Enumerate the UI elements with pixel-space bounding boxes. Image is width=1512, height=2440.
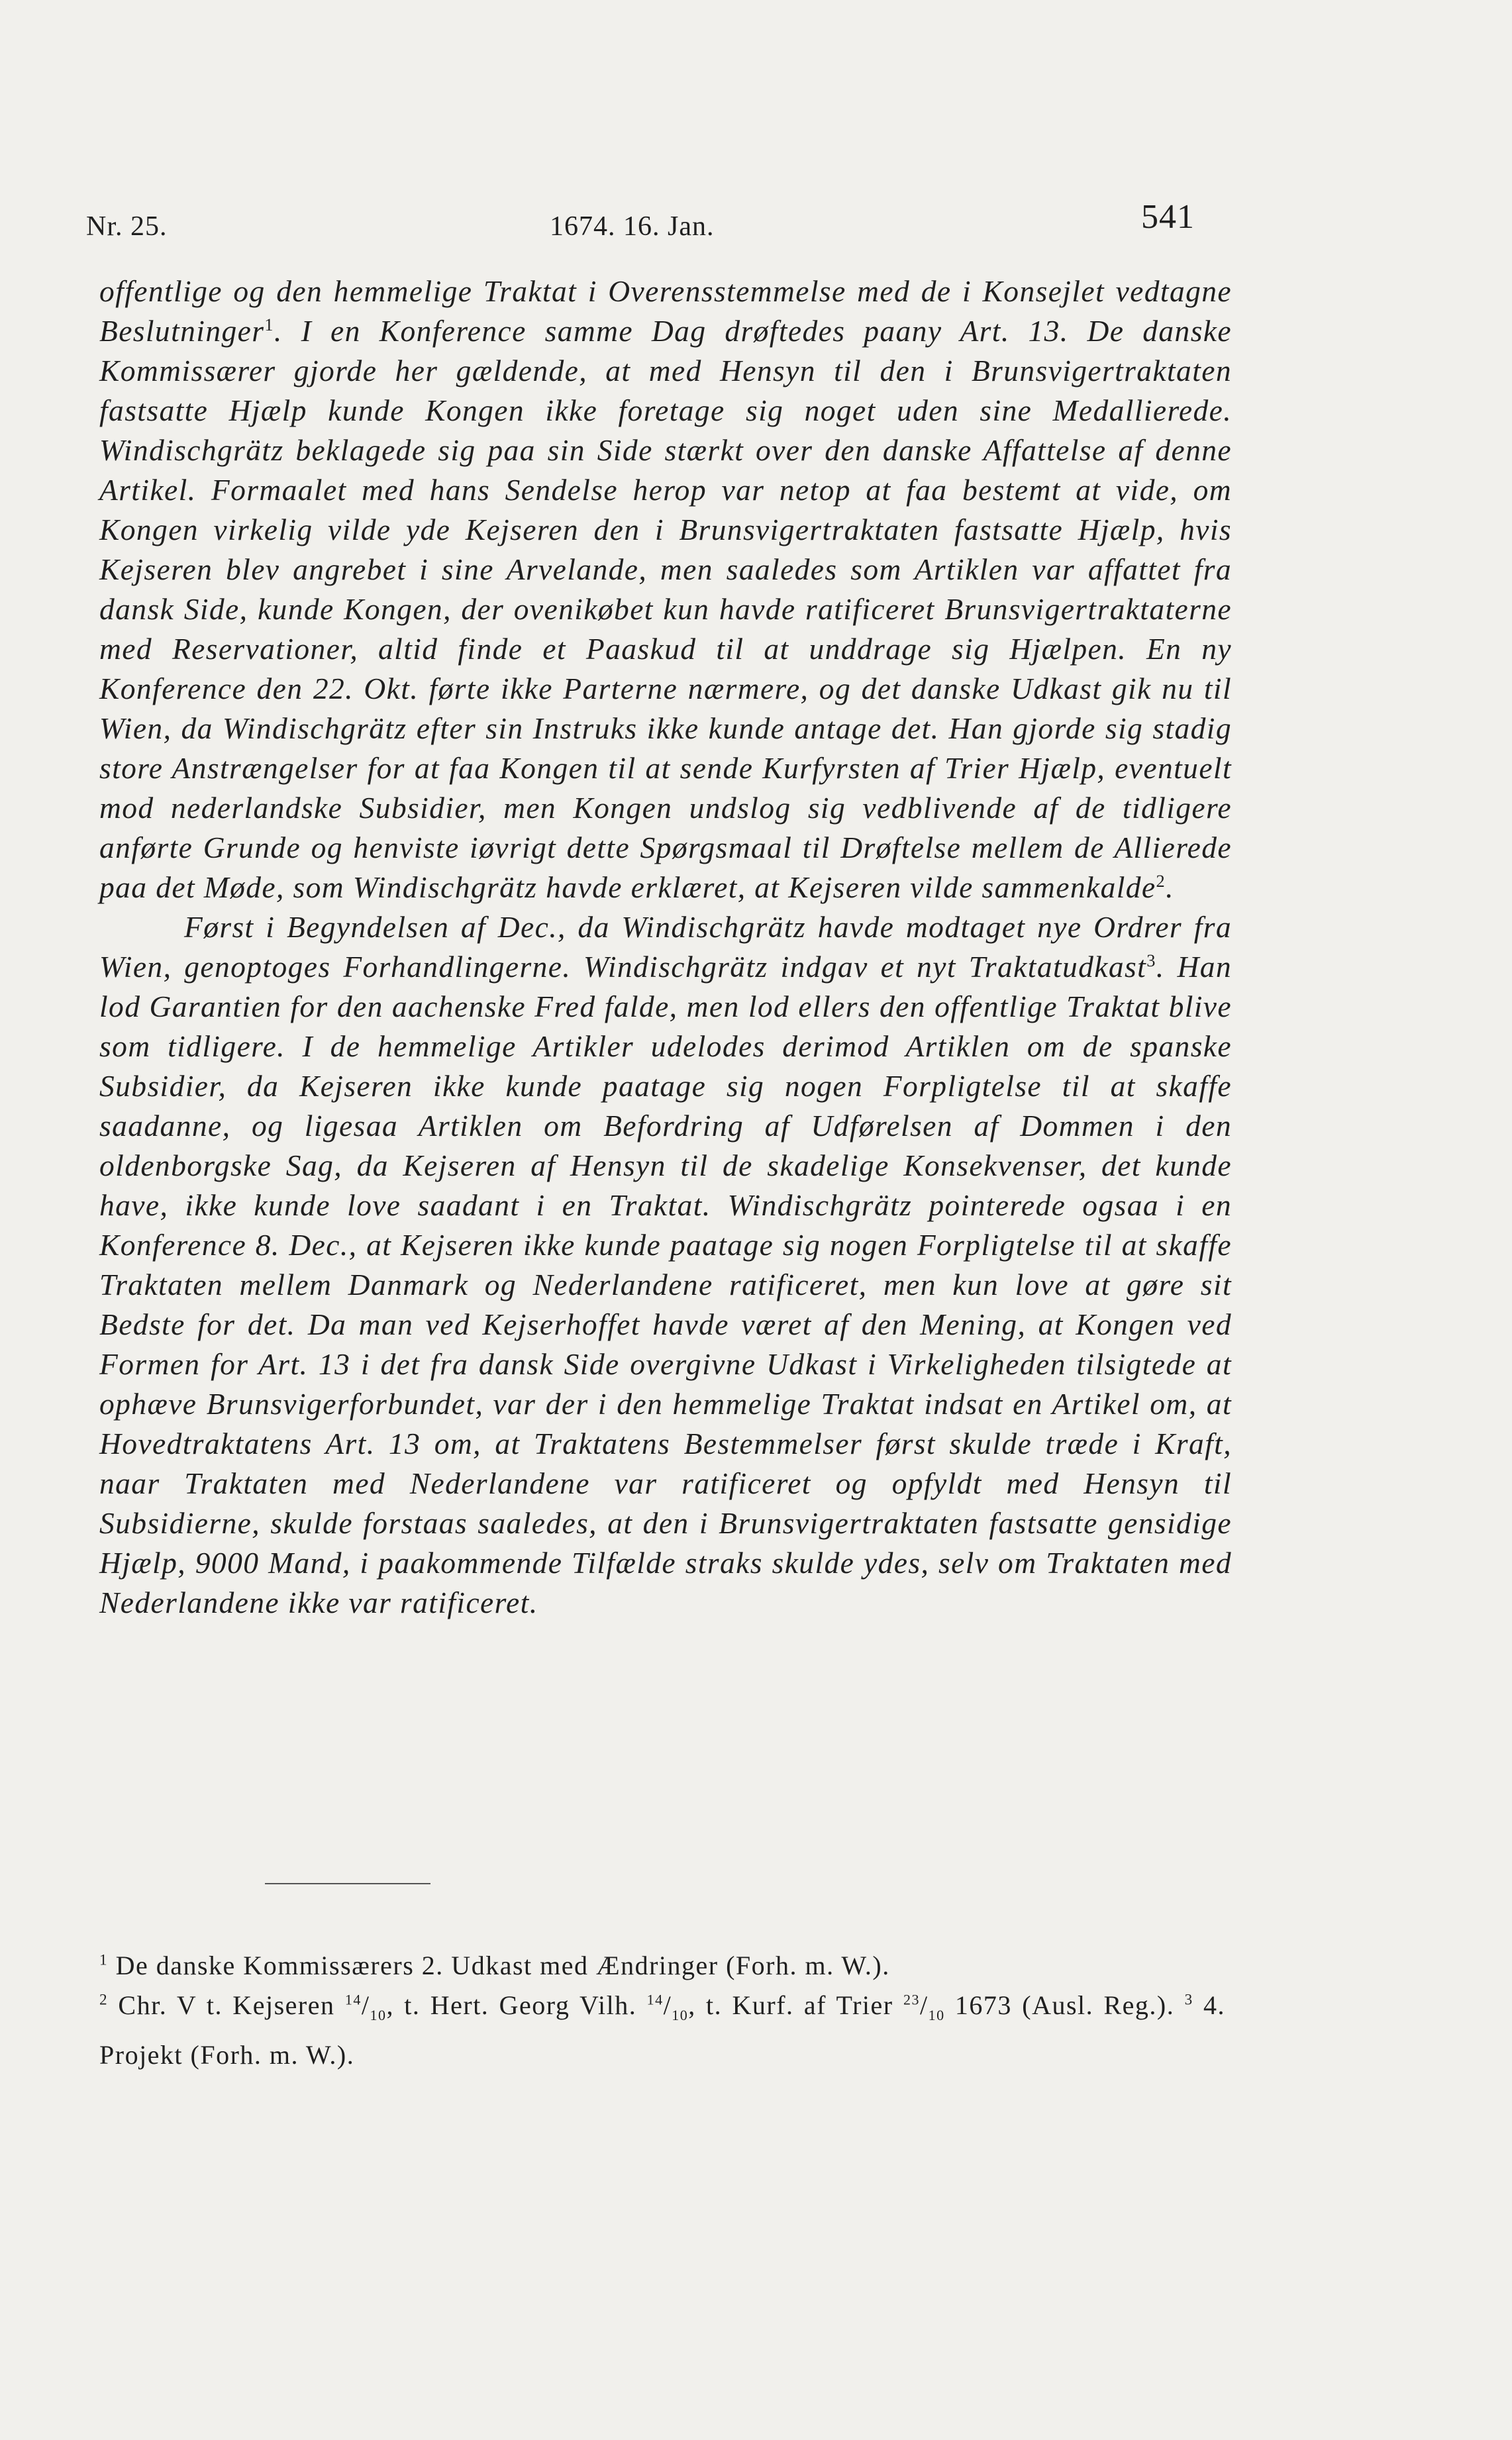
footnote-1	[99, 1946, 1225, 1986]
fraction-denominator: 10	[672, 2007, 689, 2023]
paragraph-text: . Han lod Garantien for den aachenske Fred falde, men lod ellers den offentlige Traktat blive som tidligere. I de hemmelige Artikler udelodes derimod Artiklen om de spanske Subsidier, da Kejseren ikke kunde paatage sig nogen Forpligtelse til at skaffe saadanne, og ligesaa Artiklen om Befordring af Udførelsen af Dommen i den oldenborgske Sag, da Kejseren af Hensyn til de skadelige Konsekvenser, det kunde have, ikke kunde love saadant i en Traktat. Windischgrätz pointerede ogsaa i en Konference 8. Dec., at Kejseren ikke kunde paatage sig nogen Forpligtelse til at skaffe Traktaten mellem Danmark og Nederlandene ratificeret, men kun love at gøre sit Bedste for det. Da man ved Kejserhoffet havde været af den Mening, at Kongen ved Formen for Art. 13 i det fra dansk Side overgivne Udkast i Virkeligheden tilsigtede at ophæve Brunsvigerforbundet, var der i den hemmelige Traktat indsat en Artikel om, at Hovedtraktatens Art. 13 om, at Traktatens Bestemmelser først skulde træde i Kraft, naar Traktaten med Nederlandene var ratificeret og opfyldt med Hensyn til Subsidierne, skulde forstaas saaledes, at den i Brunsvigertraktaten fastsatte gensidige Hjælp, 9000 Mand, i paakommende Tilfælde straks skulde ydes, selv om Traktaten med Nederlandene ikke var ratificeret.	[99, 950, 1232, 1619]
footnote-mark: 1	[99, 1951, 109, 1969]
paragraph-text: .	[1166, 870, 1174, 904]
date-fraction: $^{14}/_{10}$	[646, 1990, 689, 2023]
page-number: 541	[1141, 198, 1195, 236]
footnote-divider	[265, 1883, 430, 1884]
footnote-ref-3: 3	[1146, 950, 1156, 970]
fraction-numerator: 23	[903, 1991, 920, 2008]
footnote-text: 1673 (Ausl. Reg.).	[944, 1990, 1185, 2020]
document-number: Nr. 25.	[86, 211, 168, 242]
fraction-denominator: 10	[370, 2007, 387, 2023]
page-header	[86, 198, 1219, 257]
paragraph-1	[99, 272, 1232, 907]
document-date: 1674. 16. Jan.	[550, 211, 715, 242]
footnote-text: Chr. V t. Kejseren	[108, 1990, 345, 2020]
footnote-mark: 2	[99, 1991, 109, 2009]
body-text	[99, 272, 1232, 1623]
footnote-text: , t. Kurf. af Trier	[688, 1990, 903, 2020]
paragraph-text: Først i Begyndelsen af Dec., da Windischgrätz havde modtaget nye Ordrer fra Wien, genoptoges Forhandlingerne. Windischgrätz indgav et nyt Traktatudkast	[99, 910, 1232, 984]
paragraph-2	[99, 907, 1232, 1623]
footnote-text: , t. Hert. Georg Vilh.	[386, 1990, 647, 2020]
date-fraction: $^{23}/_{10}$	[903, 1990, 945, 2023]
footnote-text: De danske Kommissærers 2. Udkast med Ændringer (Forh. m. W.).	[108, 1951, 890, 1980]
footnote-2-and-3	[99, 1986, 1225, 2075]
footnote-ref-2: 2	[1156, 870, 1166, 891]
footnote-text: 4. Projekt (Forh. m. W.).	[99, 1990, 1226, 2070]
footnote-mark: 3	[1184, 1991, 1193, 2009]
paragraph-text: offentlige og den hemmelige Traktat i Overensstemmelse med de i Konsejlet vedtagne Beslutninger	[99, 274, 1232, 348]
fraction-denominator: 10	[928, 2007, 945, 2023]
paragraph-text: . I en Konference samme Dag drøftedes paany Art. 13. De danske Kommissærer gjorde her gældende, at med Hensyn til den i Brunsvigertraktaten fastsatte Hjælp kunde Kongen ikke foretage sig noget uden sine Medallierede. Windischgrätz beklagede sig paa sin Side stærkt over den danske Affattelse af denne Artikel. Formaalet med hans Sendelse herop var netop at faa bestemt at vide, om Kongen virkelig vilde yde Kejseren den i Brunsvigertraktaten fastsatte Hjælp, hvis Kejseren blev angrebet i sine Arvelande, men saaledes som Artiklen var affattet fra dansk Side, kunde Kongen, der ovenikøbet kun havde ratificeret Brunsvigertraktaterne med Reservationer, altid finde et Paaskud til at unddrage sig Hjælpen. En ny Konference den 22. Okt. førte ikke Parterne nærmere, og det danske Udkast gik nu til Wien, da Windischgrätz efter sin Instruks ikke kunde antage det. Han gjorde sig stadig store Anstrængelser for at faa Kongen til at sende Kurfyrsten af Trier Hjælp, eventuelt mod nederlandske Subsidier, men Kongen undslog sig vedblivende af de tidligere anførte Grunde og henviste iøvrigt dette Spørgsmaal til Drøftelse mellem de Allierede paa det Møde, som Windischgrätz havde erklæret, at Kejseren vilde sammenkalde	[99, 314, 1232, 904]
date-fraction: $^{14}/_{10}$	[344, 1990, 387, 2023]
fraction-numerator: 14	[646, 1991, 664, 2008]
footnotes	[99, 1946, 1225, 2075]
fraction-numerator: 14	[344, 1991, 362, 2008]
footnote-ref-1: 1	[264, 314, 274, 334]
